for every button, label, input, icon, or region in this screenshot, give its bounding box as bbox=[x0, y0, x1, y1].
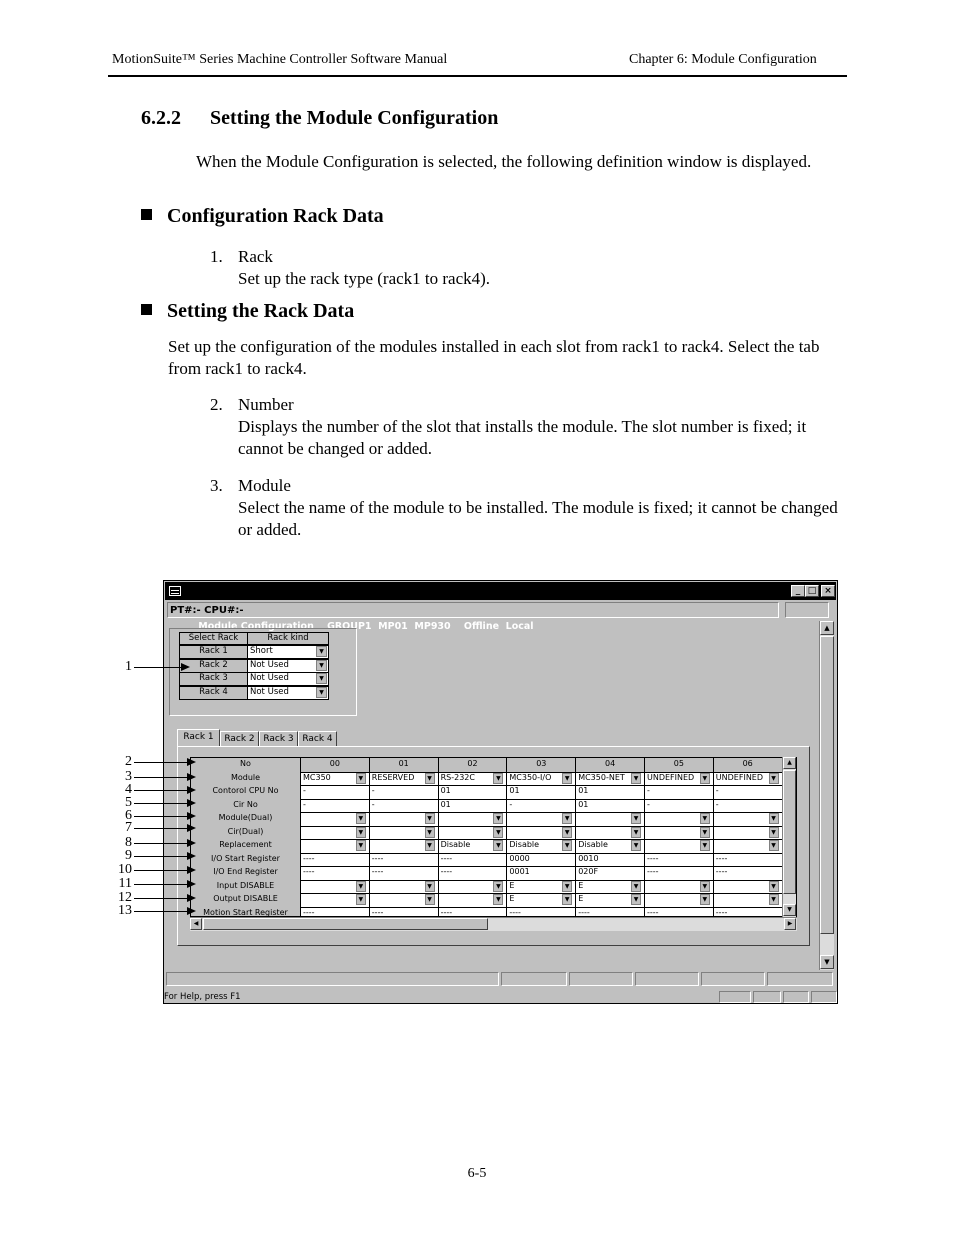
setting-rack-paragraph: Set up the configuration of the modules installed in each slot from rack1 to rack4. Select the tab from rack1 to rack4. bbox=[168, 337, 820, 378]
window-title: Module Configuration GROUP1 MP01 MP930 Offline Local bbox=[198, 621, 534, 632]
grid-cell[interactable]: 01 bbox=[576, 799, 645, 814]
callout-arrow-icon bbox=[187, 866, 196, 874]
callout-number: 12 bbox=[118, 890, 132, 905]
dropdown-arrow-icon[interactable]: ▼ bbox=[493, 840, 503, 851]
grid-cell[interactable]: E bbox=[507, 880, 576, 895]
grid-cell[interactable]: - bbox=[301, 799, 370, 814]
close-icon[interactable]: × bbox=[821, 585, 835, 597]
callout-number: 11 bbox=[118, 876, 132, 891]
help-status-bar bbox=[163, 991, 838, 1004]
tab-rack-1[interactable]: Rack 1 bbox=[177, 729, 220, 747]
callout-line bbox=[134, 843, 188, 844]
grid-cell[interactable]: UNDEFINED bbox=[714, 772, 783, 787]
dropdown-arrow-icon[interactable]: ▼ bbox=[425, 894, 435, 905]
list-item-number bbox=[210, 394, 850, 460]
pt-cpu-aux-field bbox=[785, 602, 829, 618]
grid-cell[interactable]: ---- bbox=[370, 907, 439, 918]
grid-row-header: Module(Dual) bbox=[191, 812, 301, 827]
list-item-rack bbox=[210, 246, 850, 290]
grid-column-header: 05 bbox=[645, 758, 714, 773]
dropdown-arrow-icon[interactable]: ▼ bbox=[631, 894, 641, 905]
item-text bbox=[238, 394, 830, 460]
dropdown-arrow-icon[interactable]: ▼ bbox=[316, 646, 327, 657]
maximize-icon[interactable]: □ bbox=[805, 585, 819, 597]
callout-line bbox=[134, 667, 182, 668]
grid-cell[interactable]: 01 bbox=[439, 799, 508, 814]
dropdown-arrow-icon[interactable]: ▼ bbox=[316, 687, 327, 698]
dropdown-arrow-icon[interactable]: ▼ bbox=[700, 840, 710, 851]
rack-table-header-kind: Rack kind bbox=[247, 632, 329, 645]
item-desc: Set up the rack type (rack1 to rack4). bbox=[238, 269, 491, 288]
dropdown-arrow-icon[interactable]: ▼ bbox=[769, 894, 779, 905]
grid-cell[interactable]: 0001 bbox=[507, 866, 576, 881]
dropdown-arrow-icon[interactable]: ▼ bbox=[700, 881, 710, 892]
list-item-module bbox=[210, 475, 850, 541]
grid-cell[interactable]: ---- bbox=[439, 866, 508, 881]
square-bullet-icon bbox=[141, 304, 152, 315]
callout-line bbox=[134, 816, 188, 817]
grid-cell[interactable]: 0010 bbox=[576, 853, 645, 868]
section-number: 6.2.2 bbox=[141, 107, 181, 129]
dropdown-arrow-icon[interactable]: ▼ bbox=[356, 813, 366, 824]
grid-cell[interactable]: 020F bbox=[576, 866, 645, 881]
rack-row-label[interactable]: Rack 1 bbox=[179, 645, 248, 659]
callout-line bbox=[134, 803, 188, 804]
callout-arrow-icon bbox=[187, 880, 196, 888]
dropdown-arrow-icon[interactable]: ▼ bbox=[562, 840, 572, 851]
grid-cell[interactable]: ---- bbox=[714, 866, 783, 881]
grid-column-header: 04 bbox=[576, 758, 645, 773]
dropdown-arrow-icon[interactable]: ▼ bbox=[425, 773, 435, 784]
dropdown-arrow-icon[interactable]: ▼ bbox=[356, 881, 366, 892]
grid-cell[interactable]: - bbox=[507, 799, 576, 814]
item-text bbox=[238, 475, 838, 541]
status-cell bbox=[166, 972, 499, 986]
item-number: 3. bbox=[210, 476, 223, 495]
callout-number: 13 bbox=[118, 903, 132, 918]
config-rack-heading-text: Configuration Rack Data bbox=[167, 205, 384, 227]
grid-scroll-thumb[interactable] bbox=[783, 770, 796, 894]
section-heading bbox=[141, 107, 498, 130]
dropdown-arrow-icon[interactable]: ▼ bbox=[631, 813, 641, 824]
rack-kind-select[interactable]: Not Used bbox=[247, 686, 329, 700]
dropdown-arrow-icon[interactable]: ▼ bbox=[700, 773, 710, 784]
square-bullet-icon bbox=[141, 209, 152, 220]
dropdown-arrow-icon[interactable]: ▼ bbox=[769, 827, 779, 838]
item-title: Number bbox=[238, 395, 294, 414]
callout-arrow-icon bbox=[187, 786, 196, 794]
status-cell bbox=[701, 972, 765, 986]
dropdown-arrow-icon[interactable]: ▼ bbox=[562, 881, 572, 892]
grid-cell[interactable]: - bbox=[714, 785, 783, 800]
callout-arrow-icon bbox=[187, 907, 196, 915]
status-cell bbox=[811, 991, 837, 1003]
callout-number: 4 bbox=[125, 782, 132, 797]
window-vertical-scrollbar[interactable] bbox=[819, 621, 834, 970]
grid-cell[interactable]: Disable bbox=[576, 839, 645, 854]
grid-column-header: 06 bbox=[714, 758, 783, 773]
rack-row-label[interactable]: Rack 2 bbox=[179, 659, 248, 673]
item-desc: Select the name of the module to be installed. The module is fixed; it cannot be changed or added. bbox=[238, 498, 838, 539]
grid-row-header: Motion Start Register bbox=[191, 907, 301, 918]
grid-cell[interactable]: ---- bbox=[714, 907, 783, 918]
callout-number: 7 bbox=[125, 820, 132, 835]
grid-cell[interactable]: MC350 bbox=[301, 772, 370, 787]
dropdown-arrow-icon[interactable]: ▼ bbox=[631, 881, 641, 892]
grid-cell[interactable]: Disable bbox=[507, 839, 576, 854]
running-header-left: MotionSuite™ Series Machine Controller Software Manual bbox=[112, 52, 448, 67]
rack-row-label[interactable]: Rack 4 bbox=[179, 686, 248, 700]
grid-row-header: Cir No bbox=[191, 799, 301, 814]
callout-arrow-icon bbox=[181, 663, 190, 671]
status-cell bbox=[719, 991, 751, 1003]
callout-number: 1 bbox=[125, 659, 132, 674]
grid-cell[interactable]: RESERVED bbox=[370, 772, 439, 787]
system-menu-icon[interactable] bbox=[169, 586, 181, 596]
rack-kind-select[interactable]: Not Used bbox=[247, 659, 329, 673]
item-title: Rack bbox=[238, 247, 273, 266]
rack-table-header-select: Select Rack bbox=[179, 632, 248, 645]
scroll-thumb[interactable] bbox=[820, 636, 834, 934]
callout-arrow-icon bbox=[187, 812, 196, 820]
grid-cell[interactable]: MC350-I/O bbox=[507, 772, 576, 787]
grid-row-header: No bbox=[191, 758, 301, 773]
callout-line bbox=[134, 911, 188, 912]
grid-cell[interactable]: - bbox=[714, 799, 783, 814]
callout-arrow-icon bbox=[187, 824, 196, 832]
dropdown-arrow-icon[interactable]: ▼ bbox=[700, 827, 710, 838]
grid-cell[interactable]: ---- bbox=[301, 866, 370, 881]
dropdown-arrow-icon[interactable]: ▼ bbox=[356, 894, 366, 905]
grid-cell[interactable]: ---- bbox=[301, 853, 370, 868]
grid-column-header: 03 bbox=[507, 758, 576, 773]
grid-cell[interactable]: - bbox=[645, 785, 714, 800]
dropdown-arrow-icon[interactable]: ▼ bbox=[562, 827, 572, 838]
grid-cell[interactable]: E bbox=[576, 893, 645, 908]
callout-arrow-icon bbox=[187, 839, 196, 847]
item-desc: Displays the number of the slot that installs the module. The slot number is fixed; it cannot be changed or added. bbox=[238, 417, 807, 458]
setting-rack-heading bbox=[141, 300, 354, 323]
dropdown-arrow-icon[interactable]: ▼ bbox=[631, 773, 641, 784]
grid-cell[interactable]: ---- bbox=[645, 866, 714, 881]
dropdown-arrow-icon[interactable]: ▼ bbox=[562, 773, 572, 784]
grid-row-header: Output DISABLE bbox=[191, 893, 301, 908]
grid-cell[interactable]: - bbox=[370, 785, 439, 800]
item-number: 2. bbox=[210, 395, 223, 414]
status-cell bbox=[783, 991, 809, 1003]
dropdown-arrow-icon[interactable]: ▼ bbox=[493, 881, 503, 892]
dropdown-arrow-icon[interactable]: ▼ bbox=[769, 840, 779, 851]
dropdown-arrow-icon[interactable]: ▼ bbox=[562, 813, 572, 824]
grid-cell[interactable]: MC350-NET bbox=[576, 772, 645, 787]
grid-cell[interactable]: ---- bbox=[439, 907, 508, 918]
dropdown-arrow-icon[interactable]: ▼ bbox=[425, 813, 435, 824]
grid-cell[interactable]: UNDEFINED bbox=[645, 772, 714, 787]
dropdown-arrow-icon[interactable]: ▼ bbox=[769, 881, 779, 892]
window-status-bar bbox=[166, 972, 835, 988]
callout-number: 3 bbox=[125, 769, 132, 784]
module-configuration-window bbox=[163, 580, 838, 1004]
tab-rack-4[interactable]: Rack 4 bbox=[298, 731, 337, 747]
callout-number: 9 bbox=[125, 848, 132, 863]
grid-row-header: Module bbox=[191, 772, 301, 787]
item-title: Module bbox=[238, 476, 291, 495]
callout-line bbox=[134, 762, 188, 763]
dropdown-arrow-icon[interactable]: ▼ bbox=[356, 840, 366, 851]
dropdown-arrow-icon[interactable]: ▼ bbox=[425, 827, 435, 838]
grid-cell[interactable]: 01 bbox=[507, 785, 576, 800]
grid-cell[interactable]: - bbox=[301, 785, 370, 800]
status-cell bbox=[569, 972, 633, 986]
callout-line bbox=[134, 828, 188, 829]
grid-cell[interactable]: ---- bbox=[714, 853, 783, 868]
status-cell bbox=[635, 972, 699, 986]
module-grid bbox=[190, 757, 797, 917]
grid-row-header: Input DISABLE bbox=[191, 880, 301, 895]
grid-horizontal-scrollbar[interactable] bbox=[190, 917, 797, 931]
grid-scroll-right-icon[interactable]: ▶ bbox=[784, 918, 796, 930]
grid-row-header: Replacement bbox=[191, 839, 301, 854]
dropdown-arrow-icon[interactable]: ▼ bbox=[493, 773, 503, 784]
rack-kind-select[interactable]: Not Used bbox=[247, 672, 329, 686]
grid-cell[interactable]: Disable bbox=[439, 839, 508, 854]
dropdown-arrow-icon[interactable]: ▼ bbox=[493, 827, 503, 838]
grid-cell[interactable]: 01 bbox=[439, 785, 508, 800]
grid-cell[interactable]: - bbox=[370, 799, 439, 814]
grid-cell[interactable]: ---- bbox=[576, 907, 645, 918]
grid-cell[interactable]: ---- bbox=[370, 853, 439, 868]
dropdown-arrow-icon[interactable]: ▼ bbox=[425, 840, 435, 851]
help-text: For Help, press F1 bbox=[164, 992, 241, 1002]
dropdown-arrow-icon[interactable]: ▼ bbox=[700, 894, 710, 905]
callout-line bbox=[134, 777, 188, 778]
rack-kind-select[interactable]: Short bbox=[247, 645, 329, 659]
section-title: Setting the Module Configuration bbox=[210, 107, 499, 129]
scroll-up-icon[interactable]: ▲ bbox=[820, 621, 834, 635]
grid-scroll-down-icon[interactable]: ▼ bbox=[783, 904, 796, 916]
grid-row-header: Cir(Dual) bbox=[191, 826, 301, 841]
status-cell bbox=[753, 991, 781, 1003]
callout-line bbox=[134, 898, 188, 899]
grid-cell[interactable]: E bbox=[507, 893, 576, 908]
minimize-icon[interactable]: _ bbox=[791, 585, 805, 597]
grid-row-header: I/O End Register bbox=[191, 866, 301, 881]
tab-rack-3[interactable]: Rack 3 bbox=[259, 731, 298, 747]
callout-number: 8 bbox=[125, 835, 132, 850]
grid-scroll-up-icon[interactable]: ▲ bbox=[783, 757, 796, 769]
dropdown-arrow-icon[interactable]: ▼ bbox=[769, 813, 779, 824]
status-cell bbox=[767, 972, 833, 986]
dropdown-arrow-icon[interactable]: ▼ bbox=[493, 813, 503, 824]
dropdown-arrow-icon[interactable]: ▼ bbox=[631, 827, 641, 838]
config-rack-heading bbox=[141, 205, 384, 228]
dropdown-arrow-icon[interactable]: ▼ bbox=[769, 773, 779, 784]
grid-cell[interactable]: E bbox=[576, 880, 645, 895]
dropdown-arrow-icon[interactable]: ▼ bbox=[631, 840, 641, 851]
grid-column-header: 02 bbox=[439, 758, 508, 773]
dropdown-arrow-icon[interactable]: ▼ bbox=[316, 660, 327, 671]
rack-row-label[interactable]: Rack 3 bbox=[179, 672, 248, 686]
grid-cell[interactable]: RS-232C bbox=[439, 772, 508, 787]
dropdown-arrow-icon[interactable]: ▼ bbox=[316, 673, 327, 684]
grid-column-header: 01 bbox=[370, 758, 439, 773]
callout-arrow-icon bbox=[187, 799, 196, 807]
callout-line bbox=[134, 884, 188, 885]
grid-cell[interactable]: ---- bbox=[370, 866, 439, 881]
status-cell bbox=[501, 972, 567, 986]
pt-cpu-field: PT#:- CPU#:- bbox=[167, 602, 779, 618]
dropdown-arrow-icon[interactable]: ▼ bbox=[356, 827, 366, 838]
dropdown-arrow-icon[interactable]: ▼ bbox=[700, 813, 710, 824]
setting-rack-heading-text: Setting the Rack Data bbox=[167, 300, 355, 322]
tab-rack-2[interactable]: Rack 2 bbox=[220, 731, 259, 747]
grid-row-header: Contorol CPU No bbox=[191, 785, 301, 800]
callout-arrow-icon bbox=[187, 758, 196, 766]
grid-scroll-left-icon[interactable]: ◀ bbox=[190, 918, 202, 930]
grid-cell[interactable]: ---- bbox=[645, 853, 714, 868]
callout-arrow-icon bbox=[187, 773, 196, 781]
grid-cell[interactable]: ---- bbox=[301, 907, 370, 918]
callout-number: 2 bbox=[125, 754, 132, 769]
grid-column-header: 00 bbox=[301, 758, 370, 773]
grid-cell[interactable]: - bbox=[645, 799, 714, 814]
callout-number: 5 bbox=[125, 795, 132, 810]
dropdown-arrow-icon[interactable]: ▼ bbox=[356, 773, 366, 784]
dropdown-arrow-icon[interactable]: ▼ bbox=[493, 894, 503, 905]
grid-cell[interactable]: 01 bbox=[576, 785, 645, 800]
dropdown-arrow-icon[interactable]: ▼ bbox=[562, 894, 572, 905]
grid-cell[interactable]: ---- bbox=[507, 907, 576, 918]
running-header-right: Chapter 6: Module Configuration bbox=[629, 52, 817, 67]
grid-hscroll-thumb[interactable] bbox=[203, 918, 488, 930]
grid-cell[interactable]: ---- bbox=[645, 907, 714, 918]
item-text bbox=[238, 246, 848, 290]
item-number: 1. bbox=[210, 247, 223, 266]
intro-paragraph: When the Module Configuration is selected, the following definition window is displayed. bbox=[196, 152, 812, 171]
grid-cell[interactable]: 0000 bbox=[507, 853, 576, 868]
callout-arrow-icon bbox=[187, 852, 196, 860]
grid-row-header: I/O Start Register bbox=[191, 853, 301, 868]
dropdown-arrow-icon[interactable]: ▼ bbox=[425, 881, 435, 892]
scroll-down-icon[interactable]: ▼ bbox=[820, 955, 834, 969]
callout-arrow-icon bbox=[187, 894, 196, 902]
callout-line bbox=[134, 870, 188, 871]
header-rule bbox=[108, 75, 847, 77]
callout-number: 6 bbox=[125, 808, 132, 823]
callout-number: 10 bbox=[118, 862, 132, 877]
page-number: 6-5 bbox=[467, 1166, 487, 1181]
grid-cell[interactable]: ---- bbox=[439, 853, 508, 868]
grid-vertical-scrollbar[interactable] bbox=[782, 757, 796, 917]
callout-line bbox=[134, 790, 188, 791]
callout-line bbox=[134, 856, 188, 857]
